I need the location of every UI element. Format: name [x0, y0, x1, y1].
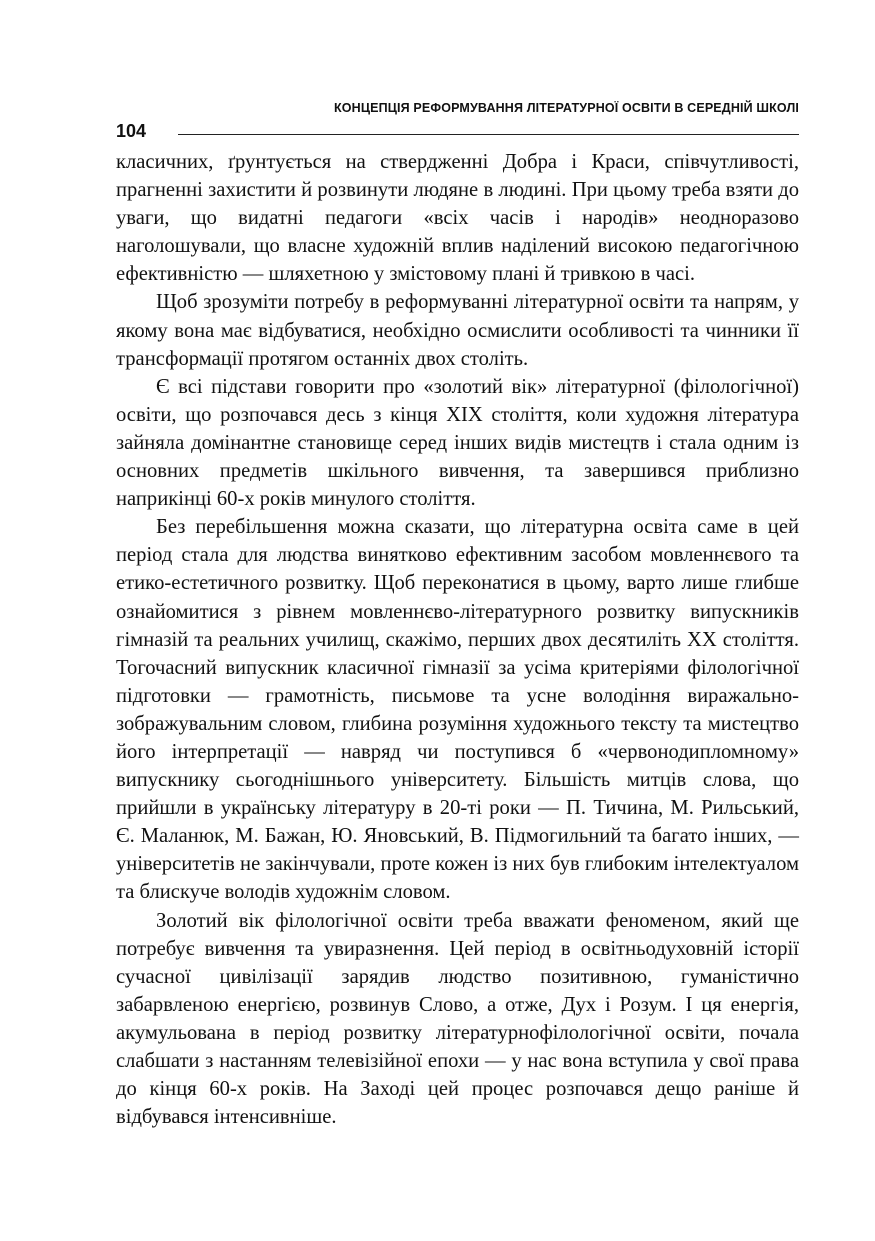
- paragraph-1: класичних, ґрунтується на ствердженні Добра і Краси, співчутливості, прагненні захистити й розвинути людяне в людині. При цьому треба взяти до уваги, що видатні педагоги «всіх часів і народів» неодноразово наголошували, що власне художній вплив наділений високою педагогічною ефективністю — шляхетною у змістовому плані й тривкою в часі.: [116, 151, 799, 286]
- paragraph-4: Без перебільшення можна сказати, що літературна освіта саме в цей період стала для людства винятково ефективним засобом мовленнєвого та етико-естетичного розвитку. Щоб переконатися в цьому, варто лише глибше ознайомитися з рівнем мовленнєво-літературного розвитку випускників гімназій та реальних училищ, скажімо, перших двох десятиліть XX століття. Тогочасний випускник класичної гімназії за усіма критеріями філологічної підготовки — грамотність, письмове та усне володіння виражально-зображувальним словом, глибина розуміння художнього тексту та мистецтво його інтерпретації — навряд чи поступився б «червонодипломному» випускнику сьогоднішнього університету. Більшість митців слова, що прийшли в українську літературу в 20-ті роки — П. Тичина, М. Рильський, Є. Маланюк, М. Бажан, Ю. Яновський, В. Підмогильний та багато інших, — університетів не закінчували, проте кожен із них був глибоким інтелектуалом та блискуче володів художнім словом.: [116, 516, 799, 904]
- running-title: КОНЦЕПЦІЯ РЕФОРМУВАННЯ ЛІТЕРАТУРНОЇ ОСВІТИ В СЕРЕДНІЙ ШКОЛІ: [334, 101, 799, 115]
- body-text: [116, 148, 799, 1131]
- paragraph-5: Золотий вік філологічної освіти треба вважати феноменом, який ще потребує вивчення та увиразнення. Цей період в освітньодуховній історії сучасної цивілізації зарядив людство позитивною, гуманістично забарвленою енергією, розвинув Слово, а отже, Дух і Розум. І ця енергія, акумульована в період розвитку літературнофілологічної освіти, почала слабшати з настанням телевізійної епохи — у нас вона вступила у свої права до кінця 60-х років. На Заході цей процес розпочався дещо раніше й відбувався інтенсивніше.: [116, 909, 799, 1129]
- paragraph-3: Є всі підстави говорити про «золотий вік» літературної (філологічної) освіти, що розпочався десь з кінця XIX століття, коли художня література зайняла домінантне становище серед інших видів мистецтв і стала одним із основних предметів шкільного вивчення, та завершився приблизно наприкінці 60-х років минулого століття.: [116, 375, 799, 511]
- header-rule: [178, 134, 799, 135]
- paragraph-2: Щоб зрозуміти потребу в реформуванні літературної освіти та напрям, у якому вона має відбуватися, необхідно осмислити особливості та чинники її трансформації протягом останніх двох століть.: [116, 291, 799, 370]
- page-number: 104: [116, 121, 147, 141]
